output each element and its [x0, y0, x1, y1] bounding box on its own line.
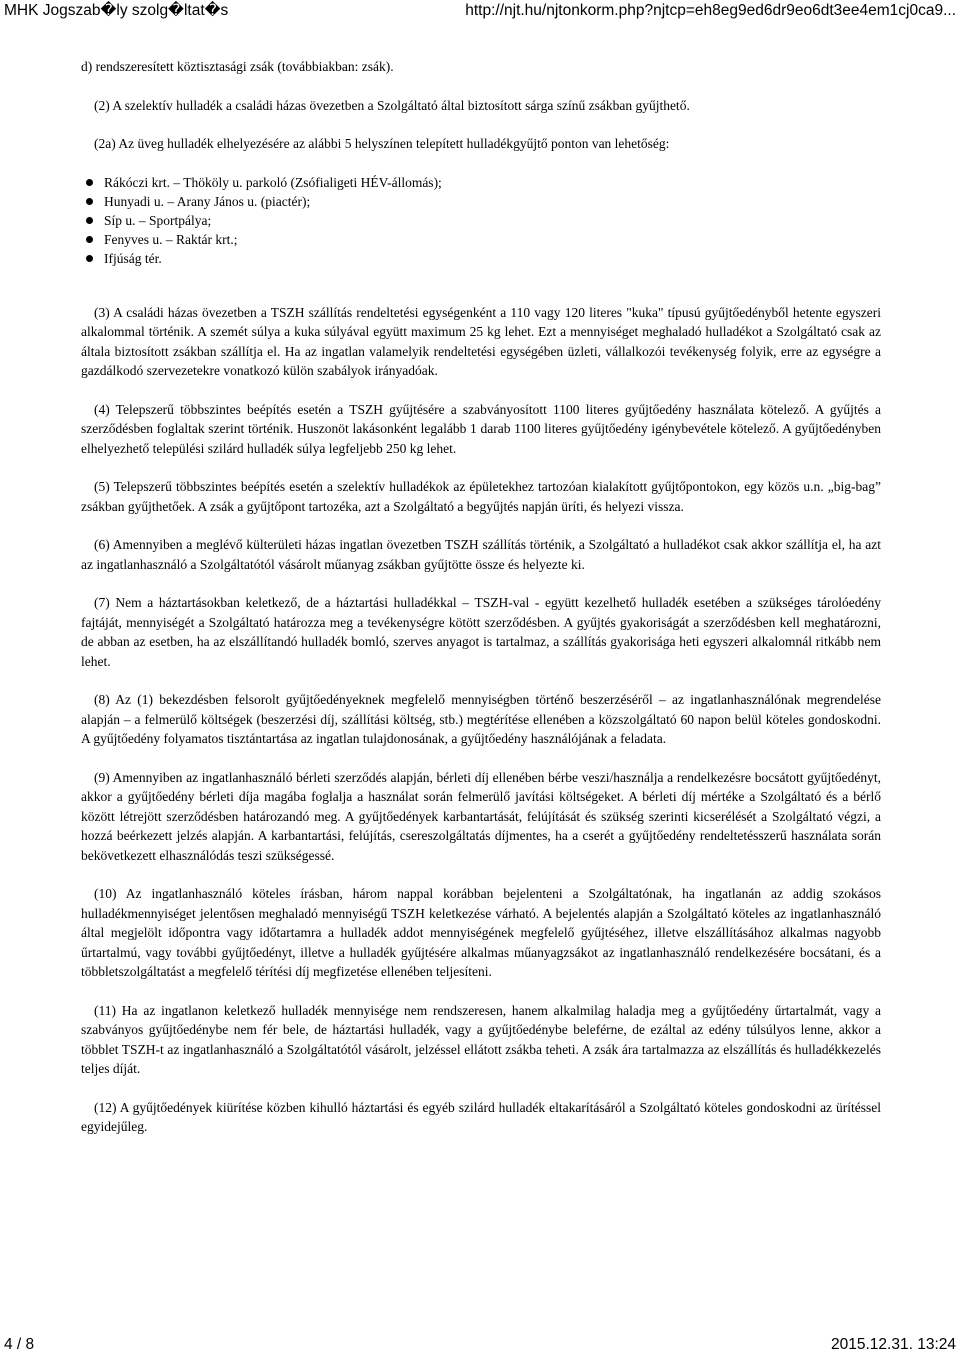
paragraph-10: (10) Az ingatlanhasználó köteles írásban, három nappal korábban bejelenteni a Szolgáltatónak, ha ingatlanán az addig szokásos hulladékmennyiséget jelentősen meghaladó mennyiségű TSZH keletkezése várható. A bejelentés alapján a Szolgáltató köteles az ingatlanhasználó által megjelölt időpontra vagy időtartamra a hulladék addot mennyiségének megfelelő gyűjtéséhez, illetve elszállításához alkalmas nagyobb űrtartalmú, vagy további gyűjtőedényt, illetve a hulladék gyűjtésére alkalmas műanyagzsákot az ingatlanhasználó rendelkezésére bocsátani, és a többletszolgáltatást a megfelelő térítési díj megfizetése ellenében teljesíteni.: [81, 886, 881, 979]
paragraph-5: (5) Telepszerű többszintes beépítés esetén a szelektív hulladékok az épületekhez tartozóan kialakított gyűjtőpontokon, egy közös u.n. „big-bag” zsákban gyűjthetőek. A zsák a gyűjtőpont tartozéka, azt a Szolgáltató a begyűjtés napján üríti, és helyezi vissza.: [81, 479, 881, 514]
page-number: 4 / 8: [4, 1336, 35, 1353]
paragraph-3: (3) A családi házas övezetben a TSZH szállítás rendeltetési egységenként a 110 vagy 120 literes "kuka" típusú gyűjtőedényből hetente egyszeri alkalommal történik. A szemét súlya a kuka súlyával együtt maximum 25 kg lehet. Ezt a mennyiséget meghaladó hulladékot a Szolgáltató csak az általa biztosított zsákban szállítja el. Ha az ingatlan valamelyik rendeltetési egységében üzleti, vállalkozói tevékenység folyik, erre az egységre a gazdálkodó szervezetekre vonatkozó külön szabályok irányadóak.: [81, 304, 881, 378]
bullet-icon: [86, 179, 93, 186]
browser-print-footer: [0, 1335, 960, 1357]
paragraph-7: (7) Nem a háztartásokban keletkező, de a háztartási hulladékkal – TSZH-val - együtt kezelhető hulladék esetében a szükséges tárolóedény fajtáját, mennyiségét a Szolgáltató határozza meg a tevékenységre kötött szerződésben. A gyűjtés gyakoriságát a szerződésben kell meghatározni, de abban az esetben, ha az elszállítandó hulladék bomló, szerves anyagot is tartalmaz, a szállítás gyakorisága heti egyszeri alkalomnál ritkább nem lehet.: [81, 595, 881, 669]
paragraph-2a: (2a) Az üveg hulladék elhelyezésére az alábbi 5 helyszínen telepített hulladékgyűjtő ponton van lehetőség:: [94, 136, 670, 151]
intro-section: [81, 57, 881, 154]
list-item: Ifjúság tér.: [81, 249, 881, 268]
browser-print-header: [0, 0, 960, 26]
bullet-icon: [86, 198, 93, 205]
bullet-icon: [86, 236, 93, 243]
print-datetime: 2015.12.31. 13:24: [831, 1336, 956, 1353]
list-item: Fenyves u. – Raktár krt.;: [81, 230, 881, 249]
list-item: Rákóczi krt. – Thököly u. parkoló (Zsófialigeti HÉV-állomás);: [81, 173, 881, 192]
paragraph-4: (4) Telepszerű többszintes beépítés esetén a TSZH gyűjtésére a szabványosított 1100 literes gyűjtőedény használata kötelező. A gyűjtés a szerződésben foglaltak szerint történik. Huszonöt lakásonként legalább 1 darab 1100 literes gyűjtőedény igénybevétele kötelező. A gyűjtőedényben elhelyezhető települési szilárd hulladék súlya legfeljebb 250 kg lehet.: [81, 401, 881, 456]
paragraph-6: (6) Amennyiben a meglévő külterületi házas ingatlan övezetben TSZH szállítás történik, a Szolgáltató a hulladékot csak akkor szállítja el, ha azt az ingatlanhasználó a Szolgáltatótól vásárolt műanyag zsákban gyűjtötte össze és helyezte ki.: [81, 537, 881, 572]
list-item: Síp u. – Sportpálya;: [81, 211, 881, 230]
document-body: [81, 57, 881, 1137]
bullet-icon: [86, 255, 93, 262]
paragraph-11: (11) Ha az ingatlanon keletkező hulladék mennyisége nem rendszeresen, hanem alkalmilag haladja meg a gyűjtőedény űrtartalmát, vagy a szabványos gyűjtőedénybe nem fér bele, de háztartási hulladék, vagy a gyűjtőedénybe beleférne, de ezáltal az edény túlsúlyos lenne, akkor a többlet TSZH-t az ingatlanhasználó a Szolgáltatótól vásárolt, jelzéssel ellátott zsákba teheti. A zsák ára tartalmazza az elszállítás és hulladékkezelés teljes díját.: [81, 1002, 881, 1076]
paragraph-12: (12) A gyűjtőedények kiürítése közben kihulló háztartási és egyéb szilárd hulladék eltakarításáról a Szolgáltató köteles gondoskodni az ürítéssel egyidejűleg.: [81, 1099, 881, 1134]
list-item: Hunyadi u. – Arany János u. (piactér);: [81, 192, 881, 211]
paragraph-2: (2) A szelektív hulladék a családi házas övezetben a Szolgáltató által biztosított sárga színű zsákban gyűjthető.: [94, 97, 690, 113]
bullet-icon: [86, 217, 93, 224]
paragraph-9: (9) Amennyiben az ingatlanhasználó bérleti szerződés alapján, bérleti díj ellenében bérbe veszi/használja a rendelkezésre bocsátott gyűjtőedényt, akkor a gyűjtőedény bérleti díja magába foglalja a használat során felmerülő javítási költségeket. A bérleti díj mértéke a Szolgáltató és a bérlő között létrejött szerződésben határozandó meg. A gyűjtőedények karbantartását, felújítását és szükség szerinti kicserélését a Szolgáltató végzi, a hozzá beérkezett jelzés alapján. A karbantartási, felújítás, csereszolgáltatás díjmentes, ha a cserét a gyűjtőedény rendeltetésszerű használata során bekövetkezett elhasználódás teszi szükségessé.: [81, 769, 881, 863]
page-title: MHK Jogszab�ly szolg�ltat�s: [4, 2, 229, 19]
page-url: http://njt.hu/njtonkorm.php?njtcp=eh8eg9ed6dr9eo6dt3ee4em1cj0ca9...: [465, 2, 956, 19]
paragraph-8: (8) Az (1) bekezdésben felsorolt gyűjtőedényeknek megfelelő mennyiségben történő beszerzéséről – az ingatlanhasználónak megrendelése alapján – a felmerülő költségek (beszerzési díj, szállítási költség, stb.) megtérítése ellenében a közszolgáltató 60 napon belül köteles gondoskodni. A gyűjtőedény folyamatos tisztántartása az ingatlan tulajdonosának, a gyűjtőedény használójának a feladata.: [81, 692, 881, 746]
item-d: d) rendszeresített köztisztasági zsák (továbbiakban: zsák).: [81, 59, 394, 74]
location-list: [81, 173, 881, 268]
